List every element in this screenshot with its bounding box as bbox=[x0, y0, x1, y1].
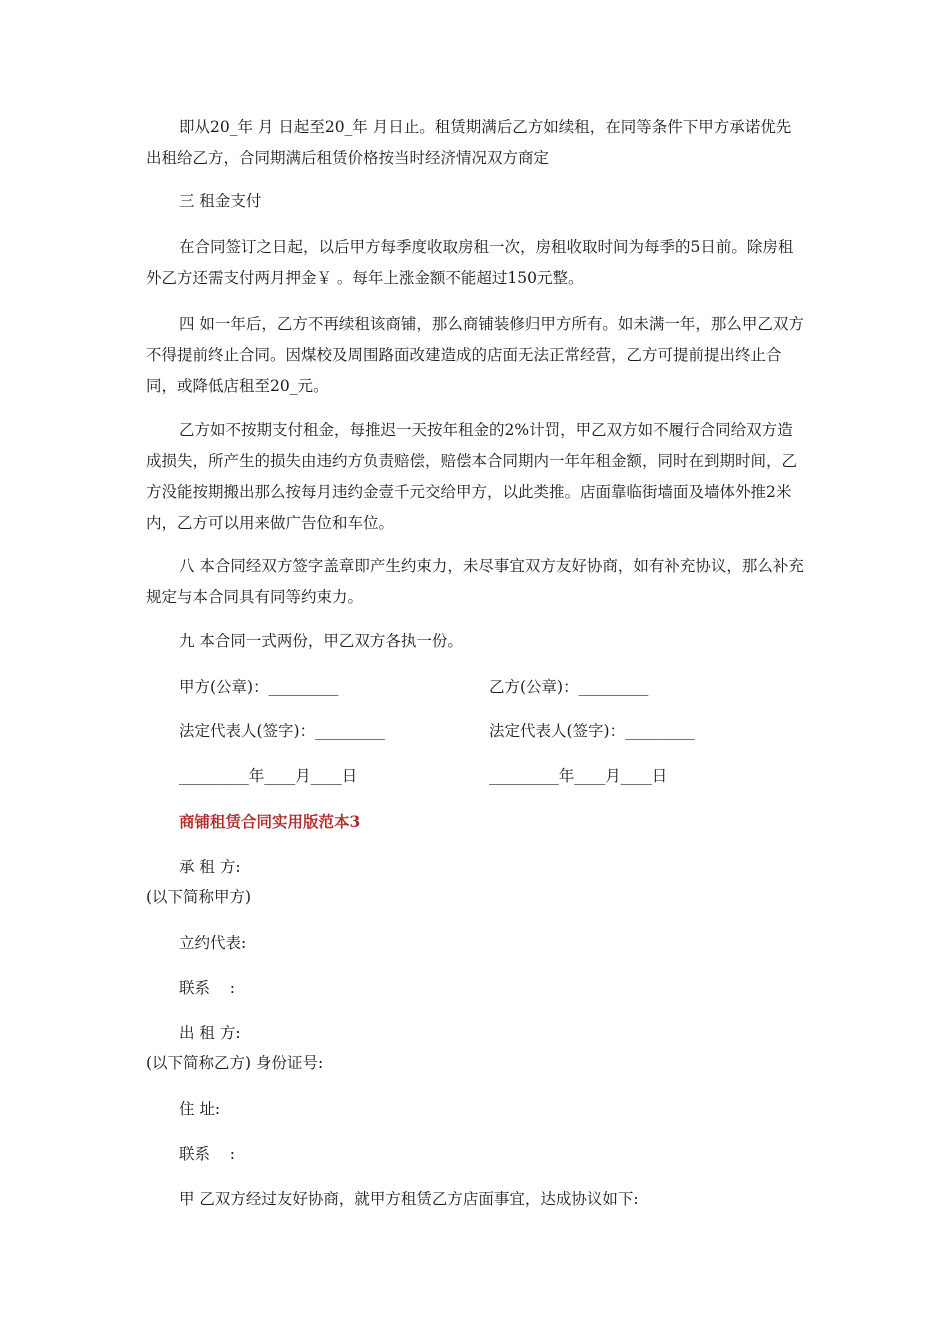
agent-label: 立约代表: bbox=[179, 934, 247, 952]
rent-payment-paragraph: 在合同签订之日起，以后甲方每季度收取房租一次，房租收取时间为每季的5日前。除房租外乙方还需支付两月押金￥ 。每年上涨金额不能超过150元整。 bbox=[146, 238, 794, 287]
section-9-paragraph: 九 本合同一式两份，甲乙双方各执一份。 bbox=[179, 632, 463, 650]
section-8-paragraph: 八 本合同经双方签字盖章即产生约束力，未尽事宜双方友好协商，如有补充协议，那么补充规定与本合同具有同等约束力。 bbox=[146, 557, 804, 606]
party-a-representative-field: 法定代表人(签字)：_________ bbox=[179, 722, 385, 740]
party-a-date-field: _________年____月____日 bbox=[179, 767, 358, 785]
party-a-seal-field: 甲方(公章)：_________ bbox=[179, 678, 339, 696]
section-4-paragraph: 四 如一年后，乙方不再续租该商铺，那么商铺装修归甲方所有。如未满一年，那么甲乙双方不得提前终止合同。因煤校及周围路面改建造成的店面无法正常经营，乙方可提前提出终止合同，或降低店租至20_元。 bbox=[146, 315, 804, 395]
agreement-intro: 甲 乙双方经过友好协商，就甲方租赁乙方店面事宜，达成协议如下: bbox=[179, 1190, 639, 1208]
lessee-note: (以下简称甲方) bbox=[146, 888, 252, 906]
lessor-note: (以下简称乙方) 身份证号: bbox=[146, 1054, 324, 1072]
contact-label-lessee: 联系 : bbox=[179, 979, 235, 997]
penalty-paragraph: 乙方如不按期支付租金，每推迟一天按年租金的2%计罚，甲乙双方如不履行合同给双方造成损失，所产生的损失由违约方负责赔偿，赔偿本合同期内一年年租金额，同时在到期时间，乙方没能按期搬出那么按每月违约金壹千元交给甲方，以此类推。店面靠临街墙面及墙体外推2米内，乙方可以用来做广告位和车位。 bbox=[146, 421, 798, 532]
address-label: 住 址: bbox=[179, 1100, 221, 1118]
lease-term-paragraph: 即从20_年 月 日起至20_年 月日止。租赁期满后乙方如续租，在同等条件下甲方承诺优先出租给乙方，合同期满后租赁价格按当时经济情况双方商定 bbox=[146, 118, 792, 167]
party-b-representative-field: 法定代表人(签字)：_________ bbox=[489, 722, 695, 740]
section-3-heading: 三 租金支付 bbox=[179, 192, 262, 210]
lessee-label: 承 租 方: bbox=[179, 858, 241, 876]
contract-template-3-title: 商铺租赁合同实用版范本3 bbox=[179, 812, 361, 831]
contact-label-lessor: 联系 : bbox=[179, 1145, 235, 1163]
party-b-seal-field: 乙方(公章)：_________ bbox=[489, 678, 649, 696]
lessor-label: 出 租 方: bbox=[179, 1024, 241, 1042]
party-b-date-field: _________年____月____日 bbox=[489, 767, 668, 785]
